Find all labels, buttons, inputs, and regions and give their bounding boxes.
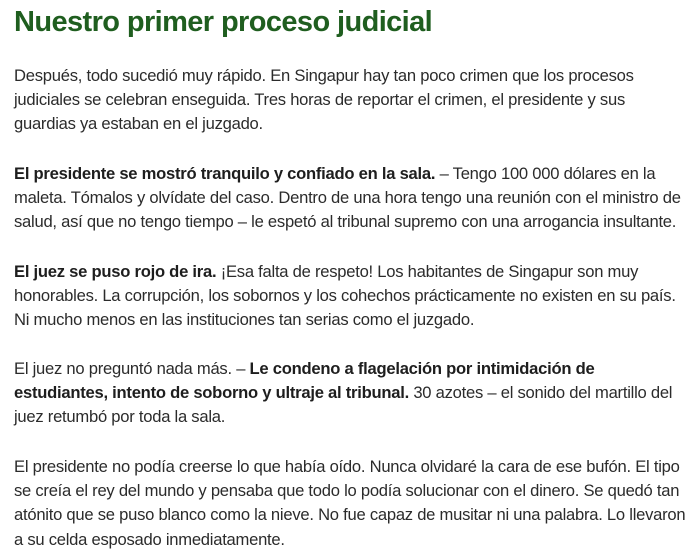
paragraph-2-text: – Tengo 100 000 dólares en la maleta. Tómalos y olvídate del caso. Dentro de una hora tengo una reunión con el ministro de salud, así que no tengo tiempo – le espetó al tribunal supremo con una arrogancia insultante. bbox=[14, 164, 681, 232]
paragraph-2-bold-lead: El presidente se mostró tranquilo y confiado en la sala. bbox=[14, 164, 436, 183]
paragraph-3-text: ¡Esa falta de respeto! Los habitantes de Singapur son muy honorables. La corrupción, los sobornos y los cohechos prácticamente no existen en su país. Ni mucho menos en las instituciones tan serias como el juzgado. bbox=[14, 262, 676, 330]
paragraph-4-bold-verdict: Le condeno a flagelación por intimidación de estudiantes, intento de soborno y ultraje al tribunal. bbox=[14, 359, 595, 403]
paragraph-5 bbox=[14, 455, 686, 552]
paragraph-1 bbox=[14, 64, 686, 137]
paragraph-3-bold-lead: El juez se puso rojo de ira. bbox=[14, 262, 217, 281]
paragraph-2 bbox=[14, 162, 694, 235]
article-title: Nuestro primer proceso judicial bbox=[14, 6, 433, 38]
article bbox=[14, 0, 694, 549]
paragraph-4 bbox=[14, 357, 686, 430]
paragraph-1-text: Después, todo sucedió muy rápido. En Singapur hay tan poco crimen que los procesos judiciales se celebran enseguida. Tres horas de reportar el crimen, el presidente y sus guardias ya estaban en el juzgado. bbox=[14, 66, 634, 134]
paragraph-3 bbox=[14, 260, 686, 333]
paragraph-4-text-before: El juez no preguntó nada más. – bbox=[14, 359, 250, 378]
paragraph-4-text-after: 30 azotes – el sonido del martillo del juez retumbó por toda la sala. bbox=[14, 383, 673, 427]
paragraph-5-text: El presidente no podía creerse lo que había oído. Nunca olvidaré la cara de ese bufón. El tipo se creía el rey del mundo y pensaba que todo lo podía solucionar con el dinero. Se quedó tan atónito que se puso blanco como la nieve. No fue capaz de musitar ni una palabra. Lo llevaron a su celda esposado inmediatamente. bbox=[14, 457, 686, 549]
